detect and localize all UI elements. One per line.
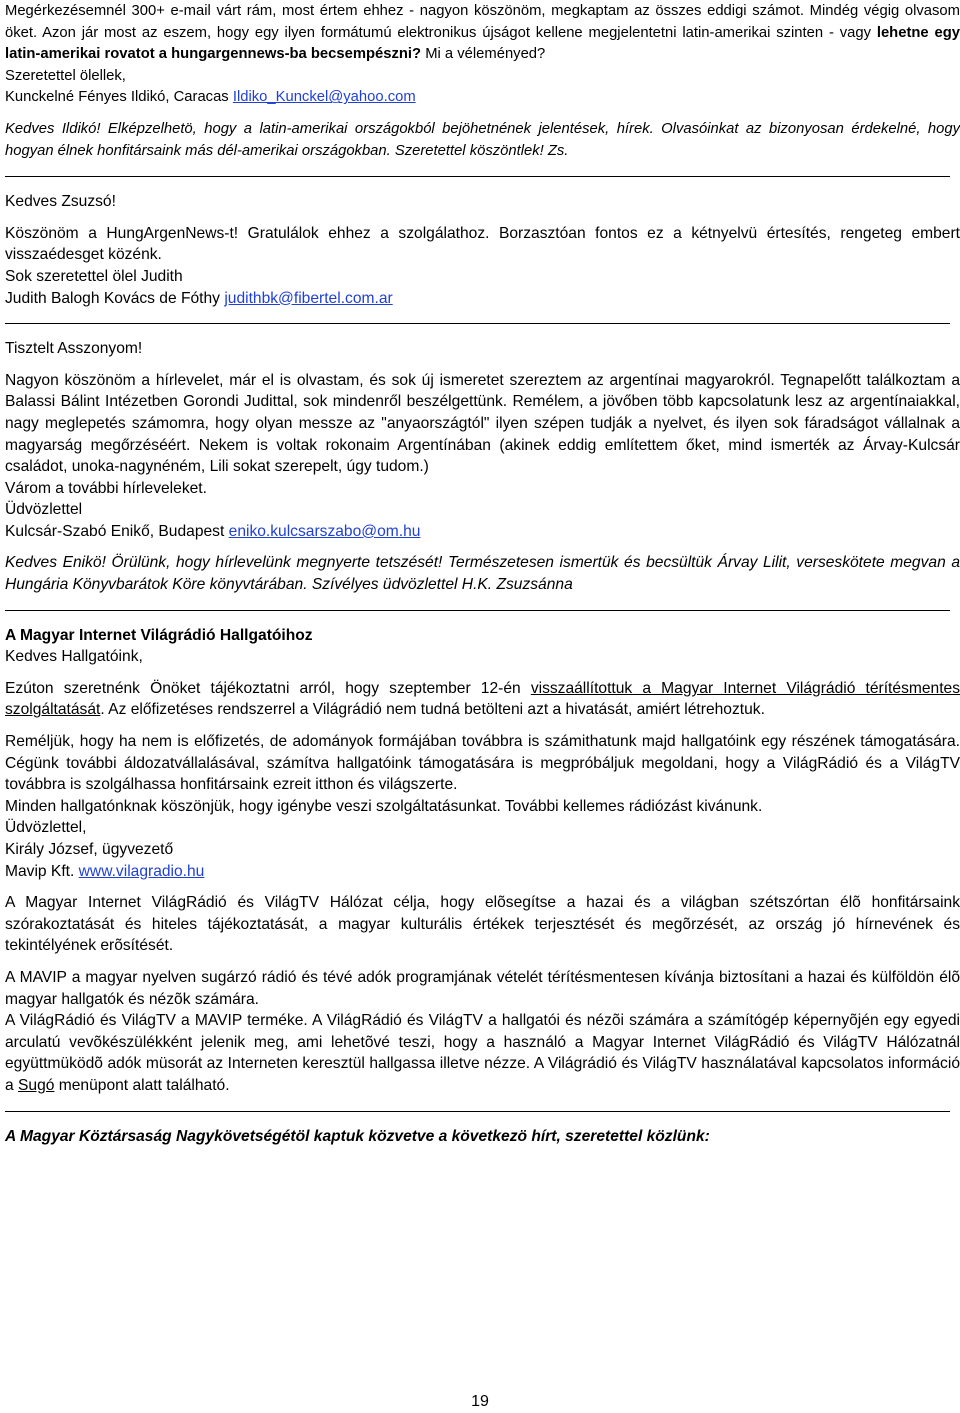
radio-paragraph-2: Reméljük, hogy ha nem is előfizetés, de adományok formájában továbbra is számithatunk majd hallgatóink egy részének támogatására. Cégünk további áldozatvállalásával, számítva hallgatóink támogatására is megpróbáljuk megoldani, hogy a VilágRádió és a VilágTV továbbra is szolgálhassa honfitársaink ezreit itthon és világszerte. [5,733,960,794]
letter-eniko-closing: Üdvözlettel [5,501,83,519]
company-name: Mavip Kft. [5,862,79,880]
website-link[interactable]: www.vilagradio.hu [78,862,205,880]
signature-text: Kunckelné Fényes Ildikó, Caracas [5,89,233,106]
radio-company [5,861,960,883]
letter-ildiko-text: Megérkezésemnél 300+ e-mail várt rám, most értem ehhez - nagyon köszönöm, megkaptam az összes eddigi számot. Mindég végig olvasom öket. Azon jár most az eszem, hogy egy ilyen formátumú elektronikus újságot kellene megjelentetni latin-amerikai szinten - vagy [5,3,960,41]
letter-eniko-body: Nagyon köszönöm a hírlevelet, már el is olvastam, és sok új ismeretet szereztem az argentínai magyarokról. Tegnapelőtt találkoztam a Balassi Bálint Intézetben Gorondi Judittal, sok mindenről beszélgettünk. Remélem, a jövőben több kapcsolatunk lesz az argentínaiakkal, nagy meglepetés számomra, hogy olyan messze az "anyaországtól" ilyen szépen tudják a nyelvet, és ilyen sok fáradságot vállalnak a magyarság megőrzéséért. Nekem is voltak rokonaim Argentínában (akinek eddig említettem őket, mind ismerték az Árvay-Kulcsár családot, unoka-nagynéném, Lili sokat szerepelt, úgy tudom.) [5,371,960,476]
radio-paragraph-6 [5,1010,960,1096]
radio-paragraph-1 [5,678,960,721]
radio-p1-end: . Az előfizetéses rendszerrel a Világrádió nem tudná betölteni azt a hivatását, amiért létrehoztuk. [100,701,765,719]
embassy-heading: A Magyar Köztársaság Nagykövetségétöl kaptuk közvetve a következö hírt, szeretettel közlünk: [5,1127,710,1145]
email-link-eniko[interactable]: eniko.kulcsarszabo@om.hu [228,522,421,540]
radio-closing: Üdvözlettel, [5,819,87,837]
radio-paragraph-4: A Magyar Internet VilágRádió és VilágTV Hálózat célja, hogy elõsegítse a hazai és a világban szétszórtan élõ honfitársaink szórakoztatását és hiteles tájékoztatását, a magyar kulturális értékek terjesztését és megõrzését, az ország jó hírnevének és tekintélyének erõsítését. [5,894,960,955]
radio-paragraph-3: Minden hallgatónknak köszönjük, hogy igénybe veszi szolgáltatásunkat. További kellemes rádiózást kivánunk. [5,797,763,815]
radio-p6-start: A VilágRádió és VilágTV a MAVIP terméke. A VilágRádió és VilágTV a hallgatói és nézõi számára a számítógép képernyõjén egy egyedi arculatú vevõkészülékként jelenik meg, ami lehetõvé teszi, hogy a használó a Magyar Internet VilágRádió és VilágTV Hálózatnál együttmüködõ adók müsorát az Interneten keresztül hallgassa illetve nézze. A Világrádió és VilágTV használatával kapcsolatos információ a [5,1012,960,1094]
email-link-ildiko[interactable]: Ildiko_Kunckel@yahoo.com [232,89,416,106]
radio-heading: A Magyar Internet Világrádió Hallgatóihoz [5,626,313,644]
radio-signer: Király József, ügyvezető [5,841,174,858]
page-number: 19 [471,1393,489,1410]
sugo-link[interactable]: Sugó [18,1076,55,1094]
letter-eniko-waiting: Várom a további hírleveleket. [5,479,207,497]
letter-ildiko-body [5,1,960,66]
radio-p1-start: Ezúton szeretnénk Önöket tájékoztatni arról, hogy szeptember 12-én [5,679,531,697]
radio-p1-underlined: visszaállítottuk a Magyar Internet Világrádió térítésmentes szolgáltatását [5,679,960,719]
document-body [5,0,960,1147]
signature-text: Kulcsár-Szabó Enikő, Budapest [5,522,229,540]
letter-judith-salutation: Kedves Zsuzsó! [5,193,116,211]
letter-eniko-salutation: Tisztelt Asszonyom! [5,340,143,358]
email-link-judith[interactable]: judithbk@fibertel.com.ar [224,289,393,307]
letter-ildiko-signature [5,87,960,109]
reply-ildiko: Kedves Ildikó! Elképzelhetö, hogy a latin-amerikai országokból bejöhetnének jelentések, hírek. Olvasóinkat az bizonyosan érdekelné, hogy hogyan élnek honfitársaink más dél-amerikai országokban. Szeretettel köszöntlek! Zs. [5,120,960,159]
letter-judith-body: Köszönöm a HungArgenNews-t! Gratulálok ehhez a szolgálathoz. Borzasztóan fontos ez a kétnyelvü értesítés, rengeteg embert visszaédesget közénk. [5,224,960,264]
radio-salutation: Kedves Hallgatóink, [5,648,143,666]
signature-text: Judith Balogh Kovács de Fóthy [5,289,225,307]
letter-eniko-signature [5,521,960,543]
letter-judith-closing: Sok szeretettel ölel Judith [5,267,183,285]
letter-ildiko-greeting: Szeretettel ölellek, [5,67,126,84]
letter-ildiko-tail: Mi a véleményed? [421,46,546,63]
radio-p6-end: menüpont alatt található. [54,1076,230,1094]
letter-judith-signature [5,288,960,310]
radio-paragraph-5: A MAVIP a magyar nyelven sugárzó rádió és tévé adók programjának vételét térítésmentesen kívánja biztosítani a hazai és külföldön élõ magyar hallgatók és nézõk számára. [5,968,960,1008]
letter-ildiko-bold-text: lehetne egy latin-amerikai rovatot a hungargennews-ba becsempészni? [5,24,960,63]
reply-eniko: Kedves Enikö! Örülünk, hogy hírlevelünk megnyerte tetszését! Természetesen ismertük és becsültük Árvay Lilit, verseskötete megvan a Hungária Könyvbarátok Köre könyvtárában. Szívélyes üdvözlettel H.K. Zsuzsánna [5,554,960,594]
